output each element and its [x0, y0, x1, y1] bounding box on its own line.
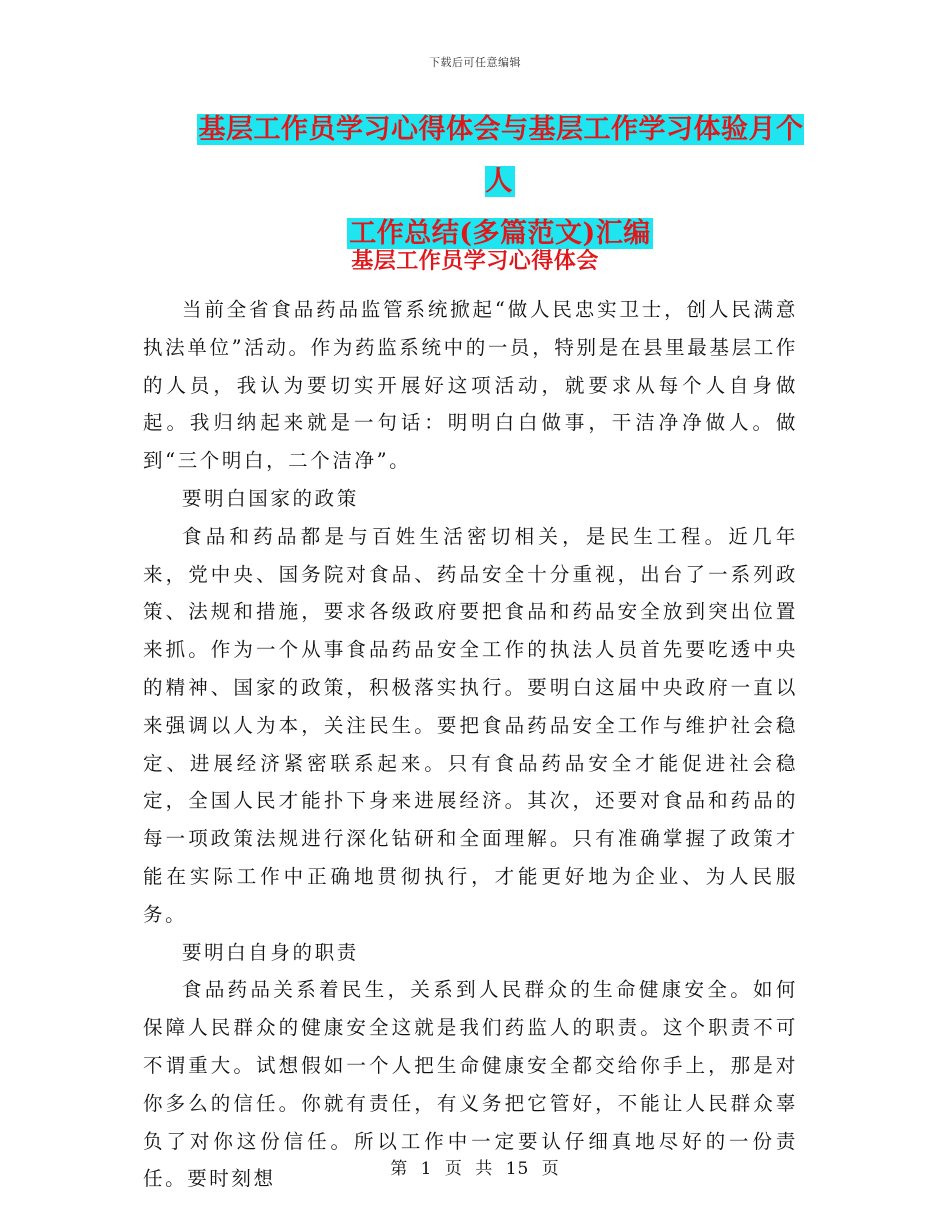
body-text [143, 291, 798, 1198]
footer-label-post: 页 [541, 1159, 560, 1179]
paragraph-own-duty: 食品药品关系着民生，关系到人民群众的生命健康安全。如何保障人民群众的健康安全这就是我们药监人的职责。这个职责不可不谓重大。试想假如一个人把生命健康安全都交给你手上，那是对你多么的信任。你就有责任，有义务把它管好，不能让人民群众辜负了对你这份信任。所以工作中一定要认仔细真地尽好的一份责任。要时刻想 [143, 978, 798, 1191]
footer-label-pre: 第 [390, 1159, 409, 1179]
footer-label-mid1: 页 [444, 1159, 463, 1179]
subheading-own-duty: 要明白自身的职责 [182, 940, 359, 964]
footer-page-current: 1 [420, 1159, 433, 1179]
paragraph-national-policy: 食品和药品都是与百姓生活密切相关，是民生工程。近几年来，党中央、国务院对食品、药品安全十分重视，出台了一系列政策、法规和措施，要求各级政府要把食品和药品安全放到突出位置来抓。作为一个从事食品药品安全工作的执法人员首先要吃透中央的精神、国家的政策，积极落实执行。要明白这届中央政府一直以来强调以人为本，关注民生。要把食品药品安全工作与维护社会稳定、进展经济紧密联系起来。只有食品药品安全才能促进社会稳定，全国人民才能扑下身来进展经济。其次，还要对食品和药品的每一项政策法规进行深化钻研和全面理解。只有准确掌握了政策才能在实际工作中正确地贯彻执行，才能更好地为企业、为人民服务。 [143, 524, 798, 926]
paragraph-intro: 当前全省食品药品监管系统掀起“做人民忠实卫士，创人民满意执法单位”活动。作为药监系统中的一员，特别是在县里最基层工作的人员，我认为要切实开展好这项活动，就要求从每个人自身做起。我归纳起来就是一句话：明明白白做事，干洁净净做人。做到“三个明白，二个洁净”。 [143, 298, 798, 473]
section-title: 基层工作员学习心得体会 [351, 248, 599, 274]
document-title-line-1: 基层工作员学习心得体会与基层工作学习体验月个人 [198, 114, 804, 197]
document-title [190, 104, 810, 260]
header-note: 下载后可任意编辑 [429, 56, 521, 69]
document-title-line-2: 工作总结(多篇范文)汇编 [349, 218, 651, 249]
page-footer [0, 1154, 950, 1179]
subheading-national-policy: 要明白国家的政策 [182, 486, 359, 510]
footer-label-mid2: 共 [475, 1159, 494, 1179]
footer-page-total: 15 [505, 1159, 530, 1179]
